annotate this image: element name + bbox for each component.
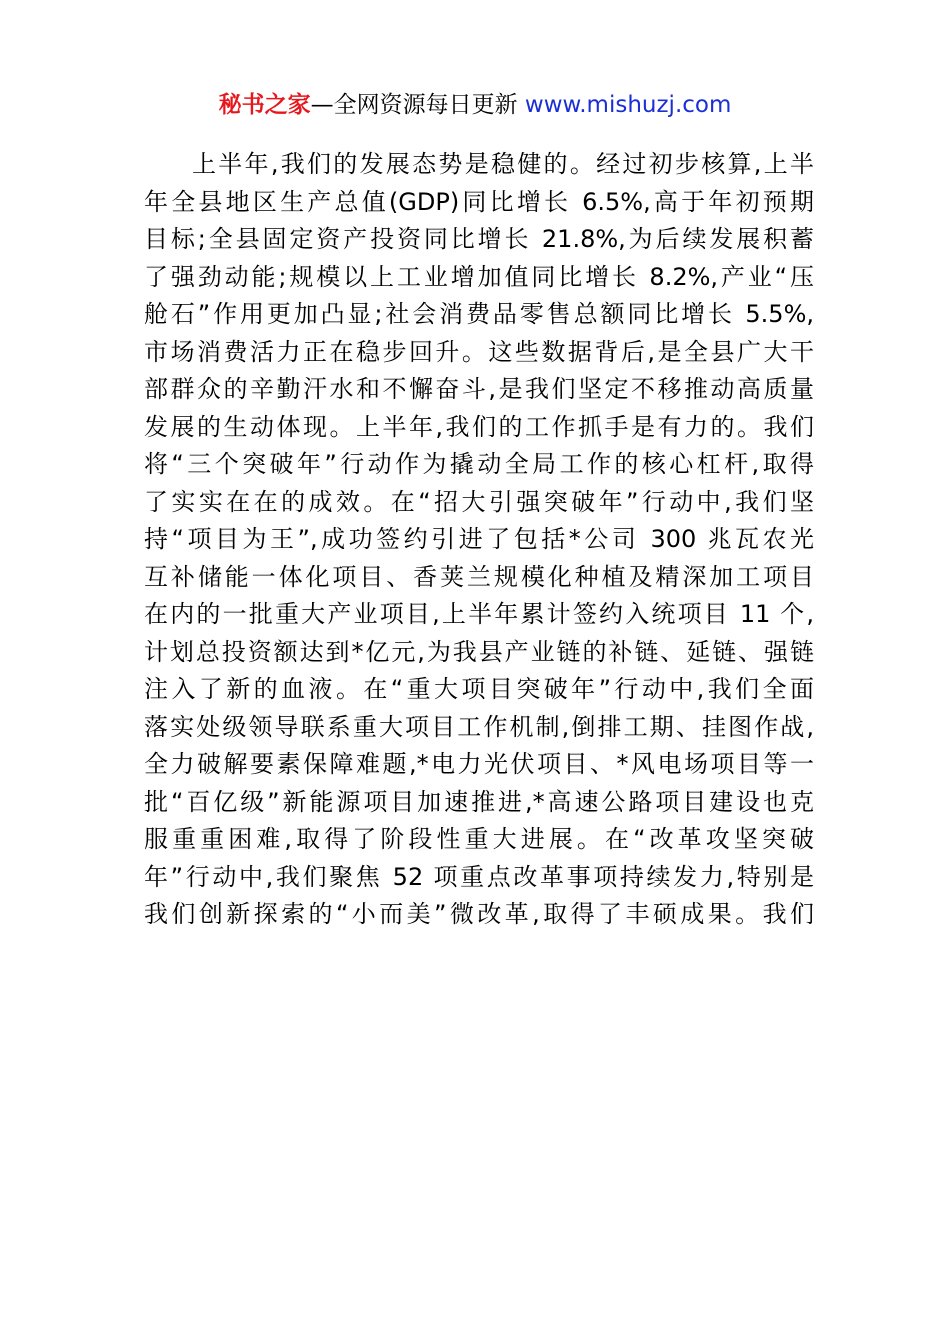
paragraph-line: 年”行动中,我们聚焦 52 项重点改革事项持续发力,特别是 xyxy=(144,862,814,891)
paragraph-line: 了实实在在的成效。在“招大引强突破年”行动中,我们坚 xyxy=(144,487,814,516)
paragraph-line: 在内的一批重大产业项目,上半年累计签约入统项目 11 个, xyxy=(144,600,814,628)
paragraph-line: 目标;全县固定资产投资同比增长 21.8%,为后续发展积蓄 xyxy=(144,225,814,253)
paragraph-line: 注入了新的血液。在“重大项目突破年”行动中,我们全面 xyxy=(144,675,814,703)
paragraph-line: 将“三个突破年”行动作为撬动全局工作的核心杠杆,取得 xyxy=(144,450,814,478)
paragraph-line: 批“百亿级”新能源项目加速推进,*高速公路项目建设也克 xyxy=(144,787,814,816)
paragraph-line: 互补储能一体化项目、香荚兰规模化种植及精深加工项目 xyxy=(144,562,814,591)
paragraph-line: 发展的生动体现。上半年,我们的工作抓手是有力的。我们 xyxy=(144,412,814,441)
paragraph-line: 全力破解要素保障难题,*电力光伏项目、*风电场项目等一 xyxy=(144,750,814,778)
paragraph-line: 服重重困难,取得了阶段性重大进展。在“改革攻坚突破 xyxy=(144,825,814,853)
paragraph-line: 持“项目为王”,成功签约引进了包括*公司 300 兆瓦农光 xyxy=(144,525,814,553)
site-brand: 秘书之家 xyxy=(218,92,311,118)
document-body xyxy=(144,146,814,934)
paragraph-line: 计划总投资额达到*亿元,为我县产业链的补链、延链、强链 xyxy=(144,637,814,666)
paragraph-line: 舱石”作用更加凸显;社会消费品零售总额同比增长 5.5%, xyxy=(144,300,814,328)
site-header xyxy=(0,86,950,124)
site-url-link[interactable]: www.mishuzj.com xyxy=(524,92,732,118)
paragraph-line: 部群众的辛勤汗水和不懈奋斗,是我们坚定不移推动高质量 xyxy=(144,375,814,403)
paragraph-line: 我们创新探索的“小而美”微改革,取得了丰硕成果。我们 xyxy=(144,900,814,928)
paragraph-line: 年全县地区生产总值(GDP)同比增长 6.5%,高于年初预期 xyxy=(144,187,814,216)
paragraph-line: 上半年,我们的发展态势是稳健的。经过初步核算,上半 xyxy=(192,150,814,178)
paragraph-line: 市场消费活力正在稳步回升。这些数据背后,是全县广大干 xyxy=(144,337,814,366)
site-tagline: —全网资源每日更新 xyxy=(310,92,525,118)
paragraph-line: 落实处级领导联系重大项目工作机制,倒排工期、挂图作战, xyxy=(144,712,814,741)
paragraph-line: 了强劲动能;规模以上工业增加值同比增长 8.2%,产业“压 xyxy=(144,262,814,291)
